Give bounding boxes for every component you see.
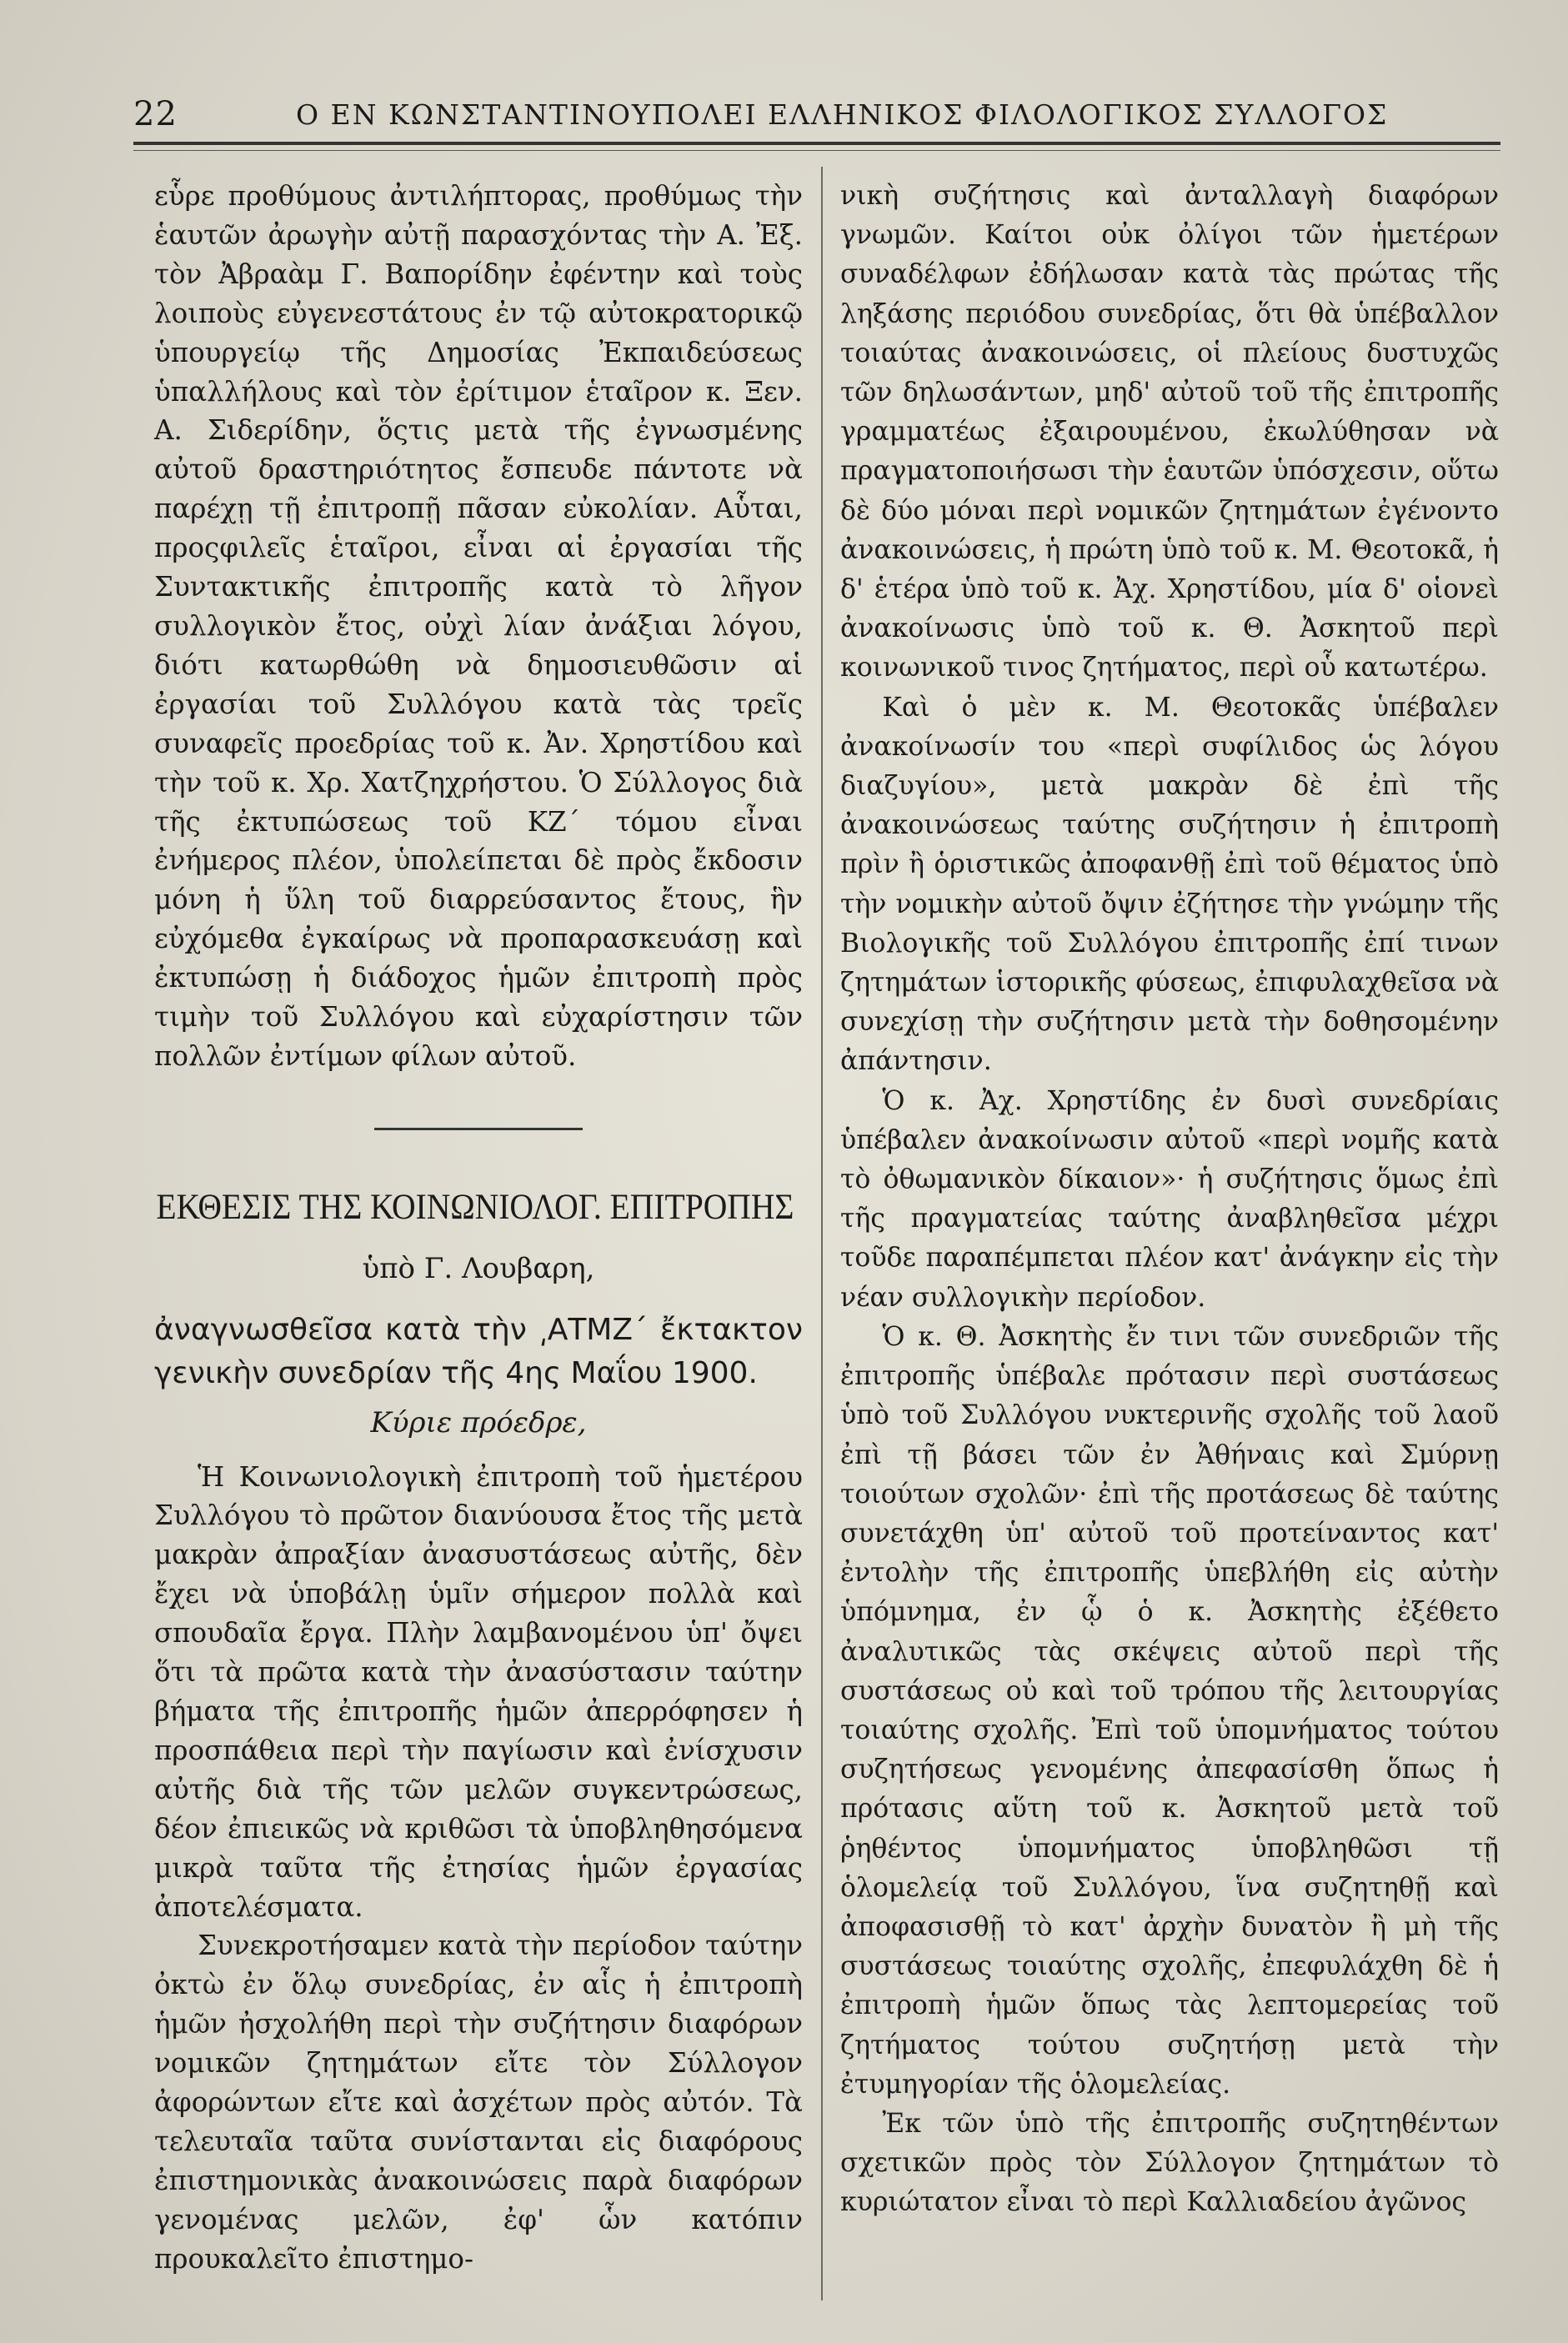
report-author: ὑπὸ Γ. Λουβαρη, xyxy=(362,1251,595,1285)
section-separator xyxy=(374,1128,583,1130)
left-column xyxy=(154,177,803,2279)
right-paragraph: Ἐκ τῶν ὑπὸ τῆς ἐπιτροπῆς συζητηθέντων σχετικῶν πρὸς τὸν Σύλλογον ζητημάτων τὸ κυριώτατον εἶναι τὸ περὶ Καλλιαδείου ἀγῶνος xyxy=(840,2108,1499,2218)
right-paragraph: νικὴ συζήτησις καὶ ἀνταλλαγὴ διαφόρων γνωμῶν. Καίτοι οὐκ ὀλίγοι τῶν ἡμετέρων συναδέλφων ἐδήλωσαν κατὰ τὰς πρώτας τῆς ληξάσης περιόδου συνεδρίας, ὅτι θὰ ὑπέβαλλον τοιαύτας ἀνακοινώσεις, οἱ πλείους δυστυχῶς τῶν δηλωσάντων, μηδ' αὐτοῦ τοῦ τῆς ἐπιτροπῆς γραμματέως ἐξαιρουμένου, ἐκωλύθησαν νὰ πραγματοποιήσωσι τὴν ἑαυτῶν ὑπόσχεσιν, οὕτω δὲ δύο μόναι περὶ νομικῶν ζητημάτων ἐγένοντο ἀνακοινώσεις, ἡ πρώτη ὑπὸ τοῦ κ. Μ. Θεοτοκᾶ, ἡ δ' ἑτέρα ὑπὸ τοῦ κ. Ἀχ. Χρηστίδου, μία δ' οἱονεὶ ἀνακοίνωσις ὑπὸ τοῦ κ. Θ. Ἀσκητοῦ περὶ κοινωνικοῦ τινος ζητήματος, περὶ οὗ κατωτέρω. xyxy=(840,181,1499,683)
running-title: Ο ΕΝ ΚΩΝΣΤΑΝΤΙΝΟΥΠΟΛΕΙ ΕΛΛΗΝΙΚΟΣ ΦΙΛΟΛΟΓΙΚΟΣ ΣΥΛΛΟΓΟΣ xyxy=(296,98,1389,131)
right-paragraph: Καὶ ὁ μὲν κ. Μ. Θεοτοκᾶς ὑπέβαλεν ἀνακοίνωσίν του «περὶ συφίλιδος ὡς λόγου διαζυγίου», μετὰ μακρὰν δὲ ἐπὶ τῆς ἀνακοινώσεως ταύτης συζήτησιν ἡ ἐπιτροπὴ πρὶν ἢ ὁριστικῶς ἀποφανθῇ ἐπὶ τοῦ θέματος ὑπὸ τὴν νομικὴν αὐτοῦ ὄψιν ἐζήτησε τὴν γνώμην τῆς Βιολογικῆς τοῦ Συλλόγου ἐπιτροπῆς ἐπί τινων ζητημάτων ἱστορικῆς φύσεως, ἐπιφυλαχθεῖσα νὰ συνεχίσῃ τὴν συζήτησιν μετὰ τὴν δοθησομένην ἀπάντησιν. xyxy=(840,692,1499,1077)
right-column xyxy=(840,177,1499,2223)
salutation: Κύριε πρόεδρε, xyxy=(370,1405,587,1439)
right-paragraph: Ὁ κ. Ἀχ. Χρηστίδης ἐν δυσὶ συνεδρίαις ὑπέβαλεν ἀνακοίνωσιν αὐτοῦ «περὶ νομῆς κατὰ τὸ ὀθωμανικὸν δίκαιον»· ἡ συζήτησις ὅμως ἐπὶ τῆς πραγματείας ταύτης ἀναβληθεῖσα μέχρι τοῦδε παραπέμπεται πλέον κατ' ἀνάγκην εἰς τὴν νέαν συλλογικὴν περίοδον. xyxy=(840,1085,1499,1313)
page-header xyxy=(133,90,1500,140)
header-rule-thin xyxy=(133,150,1500,151)
report-paragraph: Συνεκροτήσαμεν κατὰ τὴν περίοδον ταύτην ὀκτὼ ἐν ὅλῳ συνεδρίας, ἐν αἷς ἡ ἐπιτροπὴ ἡμῶν ἠσχολήθη περὶ τὴν συζήτησιν διαφόρων νομικῶν ζητημάτων εἴτε τὸν Σύλλογον ἀφορώντων εἴτε καὶ ἀσχέτων πρὸς αὐτόν. Τὰ τελευταῖα ταῦτα συνίστανται εἰς διαφόρους ἐπιστημονικὰς ἀνακοινώσεις παρὰ διαφόρων γενομένας μελῶν, ἐφ' ὧν κατόπιν προυκαλεῖτο ἐπιστημο- xyxy=(154,1930,803,2275)
column-divider xyxy=(821,167,823,2300)
report-read-note: ἀναγνωσθεῖσα κατὰ τὴν ͵ΑΤΜΖ΄ ἔκτακτον γενικὴν συνεδρίαν τῆς 4ης Μαΐου 1900. xyxy=(154,1312,803,1390)
page-number: 22 xyxy=(133,95,178,133)
opening-paragraph: εὗρε προθύμους ἀντιλήπτορας, προθύμως τὴν ἑαυτῶν ἀρωγὴν αὐτῇ παρασχόντας τὴν Α. Ἐξ. τὸν Ἀβραὰμ Γ. Βαπορίδην ἐφέντην καὶ τοὺς λοιποὺς εὐγενεστάτους ἐν τῷ αὐτοκρατορικῷ ὑπουργείῳ τῆς Δημοσίας Ἐκπαιδεύσεως ὑπαλλήλους καὶ τὸν ἐρίτιμον ἑταῖρον κ. Ξεν. Α. Σιδερίδην, ὅςτις μετὰ τῆς ἐγνωσμένης αὐτοῦ δραστηριότητος ἔσπευδε πάντοτε νὰ παρέχῃ τῇ ἐπιτροπῇ πᾶσαν εὐκολίαν. Αὗται, προςφιλεῖς ἑταῖροι, εἶναι αἱ ἐργασίαι τῆς Συντακτικῆς ἐπιτροπῆς κατὰ τὸ λῆγον συλλογικὸν ἔτος, οὐχὶ λίαν ἀνάξιαι λόγου, διότι κατωρθώθη νὰ δημοσιευθῶσιν αἱ ἐργασίαι τοῦ Συλλόγου κατὰ τὰς τρεῖς συναφεῖς προεδρίας τοῦ κ. Ἀν. Χρηστίδου καὶ τὴν τοῦ κ. Χρ. Χατζηχρήστου. Ὁ Σύλλογος διὰ τῆς ἐκτυπώσεως τοῦ ΚΖ΄ τόμου εἶναι ἐνήμερος πλέον, ὑπολείπεται δὲ πρὸς ἔκδοσιν μόνη ἡ ὕλη τοῦ διαρρεύσαντος ἔτους, ἣν εὐχόμεθα ἐγκαίρως νὰ προπαρασκευάσῃ καὶ ἐκτυπώσῃ ἡ διάδοχος ἡμῶν ἐπιτροπὴ πρὸς τιμὴν τοῦ Συλλόγου καὶ εὐχαρίστησιν τῶν πολλῶν ἐντίμων φίλων αὐτοῦ. xyxy=(154,180,803,1072)
header-rule-thick xyxy=(133,142,1500,145)
right-paragraph: Ὁ κ. Θ. Ἀσκητὴς ἔν τινι τῶν συνεδριῶν τῆς ἐπιτροπῆς ὑπέβαλε πρότασιν περὶ συστάσεως ὑπὸ τοῦ Συλλόγου νυκτερινῆς σχολῆς τοῦ λαοῦ ἐπὶ τῇ βάσει τῶν ἐν Ἀθήναις καὶ Σμύρνῃ τοιούτων σχολῶν· ἐπὶ τῆς προτάσεως δὲ ταύτης συνετάχθη ὑπ' αὐτοῦ τοῦ προτείναντος κατ' ἐντολὴν τῆς ἐπιτροπῆς ὑπεβλήθη εἰς αὐτὴν ὑπόμνημα, ἐν ᾧ ὁ κ. Ἀσκητὴς ἐξέθετο ἀναλυτικῶς τὰς σκέψεις αὐτοῦ περὶ τῆς συστάσεως οὐ καὶ τοῦ τρόπου τῆς λειτουργίας τοιαύτης σχολῆς. Ἐπὶ τοῦ ὑπομνήματος τούτου συζητήσεως γενομένης ἀπεφασίσθη ὅπως ἡ πρότασις αὕτη τοῦ κ. Ἀσκητοῦ μετὰ τοῦ ῥηθέντος ὑπομνήματος ὑποβληθῶσι τῇ ὁλομελείᾳ τοῦ Συλλόγου, ἵνα συζητηθῇ καὶ ἀποφασισθῇ τὸ κατ' ἀρχὴν δυνατὸν ἢ μὴ τῆς συστάσεως τοιαύτης σχολῆς, ἐπεφυλάχθη δὲ ἡ ἐπιτροπὴ ἡμῶν ὅπως τὰς λεπτομερείας τοῦ ζητήματος τούτου συζητήσῃ μετὰ τὴν ἐτυμηγορίαν τῆς ὁλομελείας. xyxy=(840,1321,1499,2100)
report-paragraph: Ἡ Κοινωνιολογικὴ ἐπιτροπὴ τοῦ ἡμετέρου Συλλόγου τὸ πρῶτον διανύουσα ἔτος τῆς μετὰ μακρὰν ἀπραξίαν ἀνασυστάσεως αὐτῆς, δὲν ἔχει νὰ ὑποβάλῃ ὑμῖν σήμερον πολλὰ καὶ σπουδαῖα ἔργα. Πλὴν λαμβανομένου ὑπ' ὄψει ὅτι τὰ πρῶτα κατὰ τὴν ἀνασύστασιν ταύτην βήματα τῆς ἐπιτροπῆς ἡμῶν ἀπερρόφησεν ἡ προσπάθεια περὶ τὴν παγίωσιν καὶ ἐνίσχυσιν αὐτῆς διὰ τῆς τῶν μελῶν συγκεντρώσεως, δέον ἐπιεικῶς νὰ κριθῶσι τὰ ὑποβληθησόμενα μικρὰ ταῦτα τῆς ἐτησίας ἡμῶν ἐργασίας ἀποτελέσματα. xyxy=(154,1460,803,1923)
report-heading: ΕΚΘΕΣΙΣ ΤΗΣ ΚΟΙΝΩΝΙΟΛΟΓ. ΕΠΙΤΡΟΠΗΣ xyxy=(156,1187,794,1227)
